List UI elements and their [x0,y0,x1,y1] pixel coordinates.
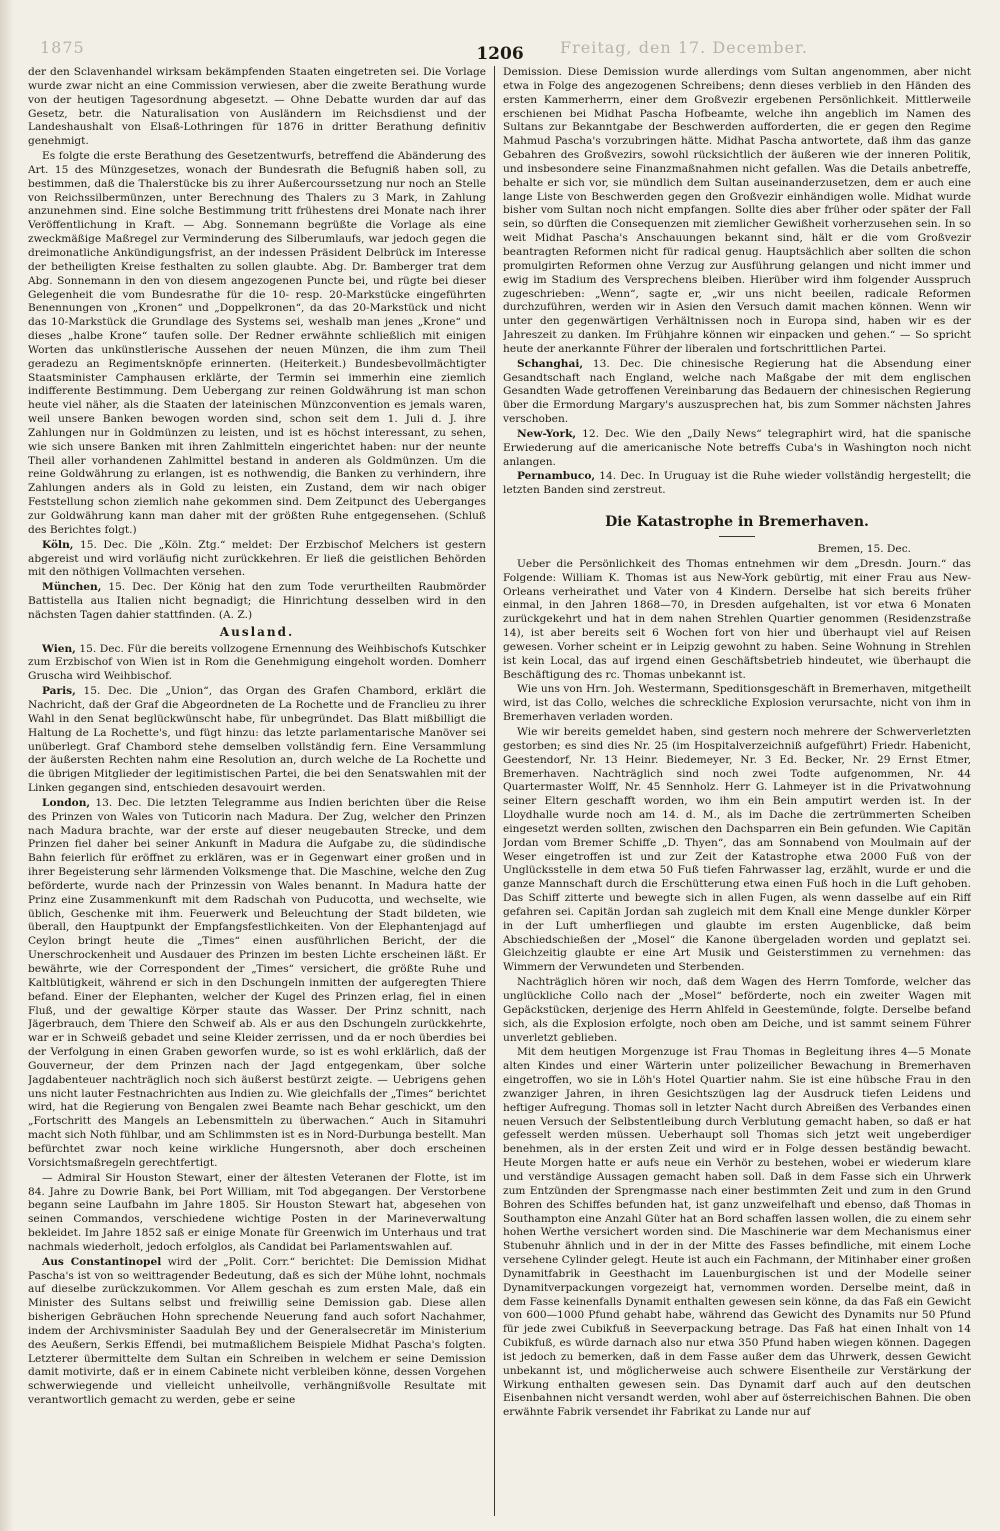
page-number: 1206 [476,44,524,64]
header-ghost-left: 1875 [40,38,85,57]
page-edge-shadow [0,0,14,1531]
right-paragraph-1: Demission. Diese Demission wurde allerdings vom Sultan angenommen, aber nicht etwa in Folge des angezogenen Schreibens; denn dieses verblieb in den Händen des ersten Kammerherrn, einer dem Großvezir ergebenen Persönlichkeit. Mittlerweile erschienen bei Midhat Pascha Hofbeamte, welche ihn angeblich im Namen des Sultans zur Bekanntgabe der Beschwerden aufforderten, die er gegen den Regime Mahmud Pascha's vorzubringen hätte. Midhat Pascha antwortete, daß ihm das ganze Gebahren des Großvezirs, sowohl rücksichtlich der äußeren wie der inneren Politik, und insbesondere seine Finanzmaßnahmen nicht gefallen. Was die Details anbetreffe, behalte er sich vor, sie mündlich dem Sultan auseinanderzusetzen, dem er auch eine lange Liste von Beschwerden gegen den Großvezir einhändigen wolle. Midhat wurde bisher vom Sultan noch nicht empfangen. Sollte dies aber früher oder später der Fall sein, so dürften die Consequenzen mit ziemlicher Gewißheit vorherzusehen sein. In so weit Midhat Pascha's Anschauungen bekannt sind, hält er die vom Großvezir beantragten Reformen nicht für radical genug. Hauptsächlich aber sollten die schon promulgirten Reformen ohne Verzug zur Ausführung gelangen und nicht immer und ewig im Stadium des Versprechens bleiben. Hierüber wird ihm folgender Ausspruch zugeschrieben: „Wenn“, sagte er, „wir uns nicht beeilen, radicale Reformen durchzuführen, werden wir in Asien den Versuch damit machen können. Wenn wir unter den gegenwärtigen Verhältnissen noch in Europa sind, haben wir es der Jahreszeit zu danken. Im Frühjahre können wir einpacken und gehen.“ — So spricht heute der anerkannte Führer der liberalen und fortschrittlichen Partei. [503,66,971,355]
right-paragraph-pernambuco [503,470,971,498]
constantinopel-text: wird der „Polit. Corr.“ berichtet: Die Demission Midhat Pascha's ist von so weittragender Bedeutung, daß es sich der Mühe lohnt, nochmals auf dieselbe zurückzukommen. Vor Allem geschah es zum ersten Male, daß ein Minister des Sultans selbst und freiwillig seine Demission gab. Diese allen bisherigen Gebräuchen Hohn sprechende Neuerung fand auch sofort Nachahmer, indem der Archivsminister Saadulah Bey und der Generalsecretär im Ministerium des Aeußern, Serkis Effendi, bei mutmaßlichem Beispiele Midhat Pascha's folgten. Letzterer übermittelte dem Sultan ein Schreiben in welchem er seine Demission damit motivirte, daß er in einem Cabinete nicht verbleiben könne, dessen Vorgehen schwerwiegende und vielleicht unheilvolle, verhängnißvolle Resultate mit verantwortlich gemacht zu werden, gebe er seine [28,1255,486,1407]
article-paragraph-2: Wie uns von Hrn. Joh. Westermann, Speditionsgeschäft in Bremerhaven, mitgetheilt wird, ist das Collo, welches die schreckliche Explosion verursachte, nicht von ihm in Bremerhaven verladen worden. [503,683,971,724]
column-divider [494,66,495,1516]
title-rule [719,536,755,537]
left-paragraph-constantinopel [28,1256,486,1408]
right-paragraph-schanghai [503,358,971,427]
article-dateline: Bremen, 15. Dec. [817,543,911,555]
left-paragraph-admiral: — Admiral Sir Houston Stewart, einer der ältesten Veteranen der Flotte, ist im 84. Jahre zu Dowrie Bank, bei Port William, mit Tod abgegangen. Der Verstorbene begann seine Laufbahn im Jahre 1805. Sir Houston Stewart hat, abgesehen von seinen Commandos, verschiedene wichtige Posten in der Marineverwaltung bekleidet. Im Jahre 1852 saß er einige Monate für Greenwich im Unterhaus und trat nachmals wiederholt, jedoch erfolglos, als Candidat bei Parlamentswahlen auf. [28,1171,486,1253]
schanghai-text: 13. Dec. Die chinesische Regierung hat die Absendung einer Gesandtschaft nach England, welche nach Maßgabe der mit dem englischen Gesandten Wade getroffenen Vereinbarung das Bedauern der chinesischen Regierung über die Ermordung Margary's auszusprechen hat, bis zum Sommer nächsten Jahres verschoben. [503,357,971,426]
london-text: 13. Dec. Die letzten Telegramme aus Indien berichten über die Reise des Prinzen von Wales von Tuticorin nach Madura. Der Zug, welcher den Prinzen nach Madura brachte, war der erste auf dieser neugebauten Strecke, und dem Prinzen fiel daher bei seiner Ankunft in Madura die Aufgabe zu, die südindische Bahn feierlich für eröffnet zu erklären, was er in Gegenwart einer großen und in ihrer Begeisterung sehr lärmenden Volksmenge that. Die Maschine, welche den Zug beförderte, wurde nach der Prinzessin von Wales benannt. In Madura hatte der Prinz eine Zusammenkunft mit dem Radschah von Puducotta, und wechselte, wie üblich, Geschenke mit ihm. Feuerwerk und Beleuchtung der Stadt bildeten, wie überall, den Hauptpunkt der Empfangsfestlichkeiten. Von der Elephantenjagd auf Ceylon bringt heute die „Times“ einen ausführlichen Bericht, der die Unerschrockenheit und Ausdauer des Prinzen im besten Lichte erscheinen läßt. Er bewährte, wie der Correspondent der „Times“ versichert, die größte Ruhe und Kaltblütigkeit, während er sich in den Dschungeln inmitten der aufgeregten Thiere befand. Einer der Elephanten, welcher der Kugel des Prinzen erlag, fiel in einen Fluß, und der gewaltige Körper staute das Wasser. Der Prinz schnitt, nach Jägerbrauch, dem Thiere den Schweif ab. Als er aus den Dschungeln zurückkehrte, war er in Schweiß gebadet und seine Kleider zerrissen, und da er noch überdies bei der Verfolgung in einen Graben geworfen wurde, so ist es wohl erklärlich, daß der Gouverneur, der dem Prinzen nach der Jagd entgegenkam, über solche Jagdabenteuer nachträglich noch sich äußerst bestürzt zeigte. — Uebrigens gehen uns nicht lauter Festnachrichten aus Indien zu. Wie gleichfalls der „Times“ berichtet wird, hat die Regierung von Bengalen zwei Beamte nach Behar geschickt, um den „Fortschritt des Mangels an Lebensmitteln zu überwachen.“ Auch in Sitamuhri macht sich Noth fühlbar, und am Schlimmsten ist es in Nord-Durbunga bestellt. Man befürchtet zwar noch keine wirkliche Hungersnoth, aber doch erscheinen Vorsichtsmaßregeln gerechtfertigt. [28,796,486,1169]
newyork-text: 12. Dec. Wie den „Daily News“ telegraphirt wird, hat die spanische Erwiederung auf die americanische Note betreffs Cuba's in Washington noch nicht anlangen. [503,427,971,468]
left-paragraph-2: Es folgte die erste Berathung des Gesetzentwurfs, betreffend die Abänderung des Art. 15 des Münzgesetzes, wonach der Bundesrath die Befugniß haben soll, zu bestimmen, daß die Thalerstücke bis zu ihrer Außercourssetzung nur noch an Stelle von Reichssilbermünzen, unter Berechnung des Thalers zu 3 Mark, in Zahlung anzunehmen sind. Eine solche Bestimmung tritt frühestens drei Monate nach ihrer Veröffentlichung in Kraft. — Abg. Sonnemann begrüßte die Vorlage als eine zweckmäßige Maßregel zur Verminderung des Silberumlaufs, war jedoch gegen die dreimonatliche Ankündigungsfrist, an der indessen Präsident Delbrück im Interesse der betheiligten Kreise festhalten zu sollen glaubte. Abg. Dr. Bamberger trat dem Abg. Sonnemann in den von diesem angezogenen Puncte bei, und rügte bei dieser Gelegenheit die vom Bundesrathe für die 10- resp. 20-Markstücke eingeführten Benennungen von „Kronen“ und „Doppelkronen“, da das 20-Markstück und nicht das 10-Markstück die Grundlage des Systems sei, weshalb man jenes „Krone“ und dieses „halbe Krone“ taufen solle. Der Redner erwähnte schließlich mit einigen Worten das unkünstlerische Aussehen der neuen Münzen, die ihm zum Theil geradezu an Regimentsknöpfe erinnerten. (Heiterkeit.) Bundesbevollmächtigter Staatsminister Camphausen erklärte, der Termin sei immerhin eine ziemlich indifferente Bestimmung. Dem Uebergang zur reinen Goldwährung ist man schon heute viel näher, als die Staaten der lateinischen Münzconvention es jemals waren, weil unsere Banken bewogen worden sind, schon seit dem 1. Juli d. J. ihre Zahlungen nur in Goldmünzen zu leisten, und ist es höchst interessant, zu sehen, wie sich unsere Banken mit ihren Zahlmitteln eingerichtet haben: nur der neunte Theil aller vorhandenen Zahlmittel bestand in anderen als Goldmünzen. Um die reine Goldwährung zu erlangen, ist es nothwendig, die Banken zu verhindern, ihre Zahlungen anders als in Gold zu leisten, ein Zustand, dem wir nach obiger Feststellung schon ziemlich nahe gekommen sind. Dem Zeitpunct des Ueberganges zur Goldwährung kann man daher mit der größten Ruhe entgegensehen. (Schluß des Berichtes folgt.) [28,150,486,536]
left-paragraph-london [28,797,486,1171]
left-paragraph-1: der den Sclavenhandel wirksam bekämpfenden Staaten eingetreten sei. Die Vorlage wurde zwar nicht an eine Commission verwiesen, aber die zweite Berathung wurde von der heutigen Tagesordnung abgesetzt. — Ohne Debatte wurden dar auf das Gesetz, betr. die Naturalisation von Ausländern im Reichsdienst und der Landeshaushalt von Elsaß-Lothringen für 1876 in dritter Berathung definitiv genehmigt. [28,66,486,148]
right-column [503,66,971,1516]
place-koeln: Köln, [42,538,74,551]
muenchen-text: 15. Dec. Der König hat den zum Tode verurtheilten Raubmörder Battistella aus Italien nicht begnadigt; die Hinrichtung desselben wird in den nächsten Tagen dahier stattfinden. (A. Z.) [28,581,486,621]
place-constantinopel: Aus Constantinopel [42,1255,162,1268]
left-column [28,66,486,1516]
place-schanghai: Schanghai, [517,357,584,370]
header-ghost-right: Freitag, den 17. December. [560,38,808,57]
left-paragraph-wien [28,643,486,685]
place-paris: Paris, [42,685,76,698]
paris-text: 15. Dec. Die „Union“, das Organ des Grafen Chambord, erklärt die Nachricht, daß der Graf die Abgeordneten de La Rochette und de Franclieu zu ihrer Wahl in den Senat beglückwünscht habe, für unbegründet. Das Blatt mißbilligt die Haltung de La Rochette's, und fügt hinzu: das letzte parlamentarische Manöver sei unüberlegt. Graf Chambord stehe demselben vollständig fern. Eine Versammlung der äußersten Rechten nahm eine Resolution an, durch welche de La Rochette und die übrigen Mitglieder der legitimistischen Partei, die bei den Senatswahlen mit der Linken gegangen sind, entschieden desavouirt werden. [28,685,486,795]
left-paragraph-muenchen [28,581,486,623]
place-pernambuco: Pernambuco, [517,470,596,483]
article-paragraph-4: Nachträglich hören wir noch, daß dem Wagen des Herrn Tomforde, welcher das unglückliche Collo nach der „Mosel“ beförderte, noch ein zweiter Wagen mit Gepäckstücken, derjenige des Herrn Ahlfeld in Geestemünde, folgte. Derselbe befand sich, als die Explosion erfolgte, noch oben am Deiche, und ist sammt seinem Führer unverletzt geblieben. [503,976,971,1044]
section-heading-ausland: Ausland. [219,624,295,639]
article-paragraph-3: Wie wir bereits gemeldet haben, sind gestern noch mehrere der Schwerverletzten gestorben; es sind dies Nr. 25 (im Hospitalverzeichniß aufgeführt) Friedr. Habenicht, Geestendorf, Nr. 13 Heinr. Biedemeyer, Nr. 3 Ed. Becker, Nr. 29 Ernst Etmer, Bremerhaven. Nachträglich sind noch zwei Todte aufgenommen, Nr. 44 Quartermaster Wolff, Nr. 45 Sennholz. Herr G. Lahmeyer ist in die Privatwohnung seiner Eltern geschafft worden, wo ihm ein Bein amputirt werden ist. In der Lloydhalle wurde noch am 14. d. M., als im Dache die zertrümmerten Scheiben eingesetzt werden sollten, zwischen den Dachsparren ein Bein gefunden. Wie Capitän Jordan vom Bremer Schiffe „D. Thyen“, das am Sonnabend von Moulmain auf der Weser eingetroffen ist und zur Zeit der Katastrophe etwa 2000 Fuß von der Unglücksstelle in dem etwa 50 Fuß tiefen Fahrwasser lag, erzählt, wurde er und die ganze Mannschaft durch die Erschütterung etwa einen Fuß hoch in die Luft gehoben. Das Schiff zitterte und bewegte sich in allen Fugen, als wenn dasselbe auf ein Riff gefahren sei. Capitän Jordan sah zugleich mit dem Knall eine Menge dunkler Körper in der Luft umherfliegen und glaubte im ersten Augenblicke, daß beim Abschiedschießen der „Mosel“ die Kanone übergeladen worden und geplatzt sei. Gleichzeitig glaubte er eine Art Musik und Geisterstimmen zu vernehmen: das Wimmern der Verwundeten und Sterbenden. [503,725,971,974]
place-muenchen: München, [42,581,102,594]
place-wien: Wien, [42,642,76,655]
place-newyork: New-York, [517,427,577,440]
pernambuco-text: 14. Dec. In Uruguay ist die Ruhe wieder vollständig hergestellt; die letzten Banden sind zerstreut. [503,470,971,497]
left-paragraph-koeln [28,539,486,581]
left-paragraph-paris [28,685,486,796]
place-london: London, [42,796,91,809]
article-title: Die Katastrophe in Bremerhaven. [605,514,869,531]
article-paragraph-1: Ueber die Persönlichkeit des Thomas entnehmen wir dem „Dresdn. Journ.“ das Folgende: William K. Thomas ist aus New-York gebürtig, mit einer Frau aus New-Orleans verheirathet und Vater von 4 Kindern. Derselbe hat sich bereits früher einmal, in den Jahren 1868—70, in Dresden aufgehalten, ist vor etwa 6 Monaten zurückgekehrt und hat in dem nahen Strehlen Quartier genommen (Residenzstraße 14), ist aber bereits seit 6 Wochen fort von hier und überhaupt viel auf Reisen gewesen. Vorher scheint er in Leipzig gewohnt zu haben. Seine Wohnung in Strehlen ist kein Local, das auf irgend einen Geschäftsbetrieb hindeutet, wie überhaupt die Beschäftigung des rc. Thomas unbekannt ist. [503,557,971,681]
wien-text: 15. Dec. Für die bereits vollzogene Ernennung des Weihbischofs Kutschker zum Erzbischof von Wien ist in Rom die Genehmigung eingeholt worden. Domherr Gruscha wird Weihbischof. [28,642,486,683]
article-paragraph-5: Mit dem heutigen Morgenzuge ist Frau Thomas in Begleitung ihres 4—5 Monate alten Kindes und einer Wärterin unter polizeilicher Bewachung in Bremerhaven eingetroffen, wo sie in Löh's Hotel Quartier nahm. Sie ist eine hübsche Frau in den zwanziger Jahren, in ihren Gesichtszügen lag der Ausdruck tiefen Leidens und heftiger Aufregung. Thomas soll in letzter Nacht durch Abreißen des Verbandes einen neuen Versuch der Selbstentleibung durch Verblutung gemacht haben, so daß er hat gefesselt werden müssen. Ueberhaupt soll Thomas sich jetzt weit ungeberdiger benehmen, als in der ersten Zeit und wird er in Folge dessen beständig bewacht. Heute Morgen hatte er aufs neue ein Verhör zu bestehen, wobei er wiederum klare und verständige Aussagen gemacht haben soll. Daß in dem Fasse sich ein Uhrwerk zum Entzünden der Sprengmasse nach einer bestimmten Zeit und zum in den Grund Bohren des Schiffes befunden hat, ist ganz unzweifelhaft und ebenso, daß Thomas in Southampton eine Anzahl Güter hat an Bord schaffen lassen wollen, die zu einem sehr hohen Werthe versichert worden sind. Die Maschinerie war dem Mechanismus einer Stubenuhr ähnlich und in der in der Mitte des Fasses befindliche, mit einem Loche versehene Cylinder gelegt. Heute ist auch ein Fachmann, der Mitinhaber einer großen Dynamitfabrik in Geesthacht im Lauenburgischen ist und der Modelle seiner Dynamitverpackungen vorgezeigt hat, vernommen worden. Derselbe meint, daß in dem Fasse keinenfalls Dynamit enthalten gewesen sein könne, da das Faß ein Gewicht von 600—1000 Pfund gehabt habe, während das Gewicht des Dynamits nur 50 Pfund für jede zwei Cubikfuß in Seeverpackung betrage. Das Faß hat einen Inhalt von 14 Cubikfuß, es würde darnach also nur etwa 350 Pfund haben wiegen können. Dagegen ist jedoch zu bemerken, daß in dem Fasse außer dem das Uhrwerk, dessen Gewicht unbekannt ist, und möglicherweise auch schwere Eisentheile zur Verstärkung der Wirkung enthalten gewesen sein. Das Dynamit darf auch auf den deutschen Eisenbahnen nicht versandt werden, wohl aber auf österreichischen Bahnen. Die oben erwähnte Fabrik versendet ihr Fabrikat zu Lande nur auf [503,1046,971,1419]
koeln-text: 15. Dec. Die „Köln. Ztg.“ meldet: Der Erzbischof Melchers ist gestern abgereist und wird vorläufig nicht zurückkehren. Er ließ die geistlichen Behörden mit den nöthigen Vollmachten versehen. [28,538,486,579]
right-paragraph-newyork [503,428,971,470]
